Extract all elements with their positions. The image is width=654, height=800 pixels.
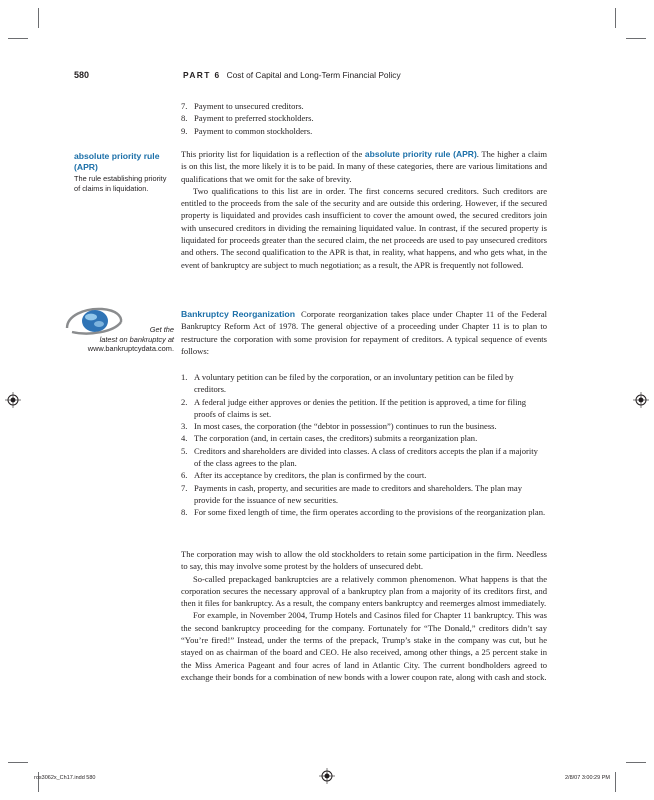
key-term: absolute priority rule (APR) (364, 149, 477, 159)
list-item: 6. After its acceptance by creditors, the plan is confirmed by the court. (181, 470, 427, 481)
list-item: 9. Payment to common stockholders. (181, 125, 313, 136)
footer-file-name: ros3062x_Ch17.indd 580 (34, 775, 96, 781)
registration-mark-icon (633, 392, 649, 408)
web-link[interactable]: www.bankruptcydata.com. (87, 344, 174, 354)
reorganization-steps (181, 371, 547, 519)
priority-list (181, 100, 547, 137)
list-item: 4. The corporation (and, in certain cases, the creditors) submits a reorganization plan. (181, 433, 478, 444)
margin-term: absolute priority rule (APR) (74, 151, 160, 172)
crop-mark (626, 38, 646, 39)
crop-mark (8, 38, 28, 39)
crop-mark (626, 762, 646, 763)
crop-mark (38, 8, 39, 28)
section-heading: Bankruptcy Reorganization (181, 309, 296, 319)
list-item: 7. Payments in cash, property, and securities are made to creditors and shareholders. The plan may provide for the issuance of new securities. (181, 482, 522, 505)
paragraph: This priority list for liquidation is a reflection of the absolute priority rule (APR). The higher a claim is on this list, the more likely it is to be paid. In many of these categories, there are various limitations and qualifications that we omit for the sake of brevity. (181, 149, 547, 184)
registration-mark-icon (319, 768, 335, 784)
part-label: PART 6 (183, 70, 221, 80)
paragraph: Two qualifications to this list are in order. The first concerns secured creditors. Such creditors are entitled to the proceeds from the sale of the security and are outside this ordering. However, if the secured property is liquidated and provides cash insufficient to cover the amount owed, the secured creditors join with unsecured creditors in dividing the remaining liquidated value. In contrast, if the secured property is liquidated for proceeds greater than the secured claim, the net proceeds are used to pay unsecured creditors and others. The second qualification to the APR is that, in reality, what happens, and who gets what, in the event of bankruptcy are subject to much negotiation; as a result, the APR is frequently not followed. (181, 185, 547, 270)
paragraph: For example, in November 2004, Trump Hotels and Casinos filed for Chapter 11 bankruptcy. This was the second bankruptcy proceeding for the company. Fortunately for “The Donald,” creditors didn’t say “You’re fired!” Instead, under the terms of the prepack, Trump’s stake in the company was cut, but he stayed on as chairman of the board and CEO. He also received, among other things, a 25 percent stake in the Miss America Pageant and four acres of land in Atlantic City. The current bondholders agreed to exchange their bonds for a combination of new bonds with a lower coupon rate, along with cash and stock. (181, 610, 547, 682)
list-item: 2. A federal judge either approves or denies the petition. If the petition is approved, a time for filing proofs of claims is set. (181, 396, 527, 419)
list-item: 7. Payment to unsecured creditors. (181, 101, 304, 111)
page-number: 580 (74, 70, 90, 80)
list-item: 3. In most cases, the corporation (the “debtor in possession”) continues to run the business. (181, 421, 497, 432)
web-note: Get the latest on bankruptcy at www.bankruptcydata.com. (74, 325, 174, 354)
running-header (183, 70, 401, 80)
registration-mark-icon (5, 392, 21, 408)
footer-timestamp: 2/8/07 3:00:29 PM (565, 775, 610, 781)
list-item: 8. For some fixed length of time, the firm operates according to the provisions of the reorganization plan. (181, 507, 546, 518)
part-title: Cost of Capital and Long-Term Financial Policy (226, 70, 401, 80)
body-text-top (181, 148, 547, 271)
list-item: 5. Creditors and shareholders are divided into classes. A class of creditors accepts the plan if a majority of the class agrees to the plan. (181, 445, 538, 469)
paragraph: Bankruptcy Reorganization Corporate reorganization takes place under Chapter 11 of the Federal Bankruptcy Reform Act of 1978. The general objective of a proceeding under Chapter 11 is to plan to restructure the corporation with some provision for repayment of creditors. A typical sequence of events follows: (181, 309, 547, 356)
crop-mark (615, 772, 616, 792)
paragraph: The corporation may wish to allow the old stockholders to retain some participation in the firm. Needless to say, this may involve some protest by the holders of unsecured debt. (181, 549, 547, 572)
reorganization-section (181, 308, 547, 357)
list-item: 1. A voluntary petition can be filed by the corporation, or an involuntary petition can be filed by creditors. (181, 372, 514, 395)
crop-mark (615, 8, 616, 28)
paragraph: So-called prepackaged bankruptcies are a relatively common phenomenon. What happens is that the corporation secures the necessary approval of a bankruptcy plan from a majority of its creditors first, and then it files for bankruptcy. As a result, the company enters bankruptcy and reemerges almost immediately. (181, 573, 547, 609)
margin-definition: The rule establishing priority of claims in liquidation. (74, 174, 167, 193)
list-item: 8. Payment to preferred stockholders. (181, 113, 314, 124)
crop-mark (8, 762, 28, 763)
body-text-bottom (181, 548, 547, 683)
